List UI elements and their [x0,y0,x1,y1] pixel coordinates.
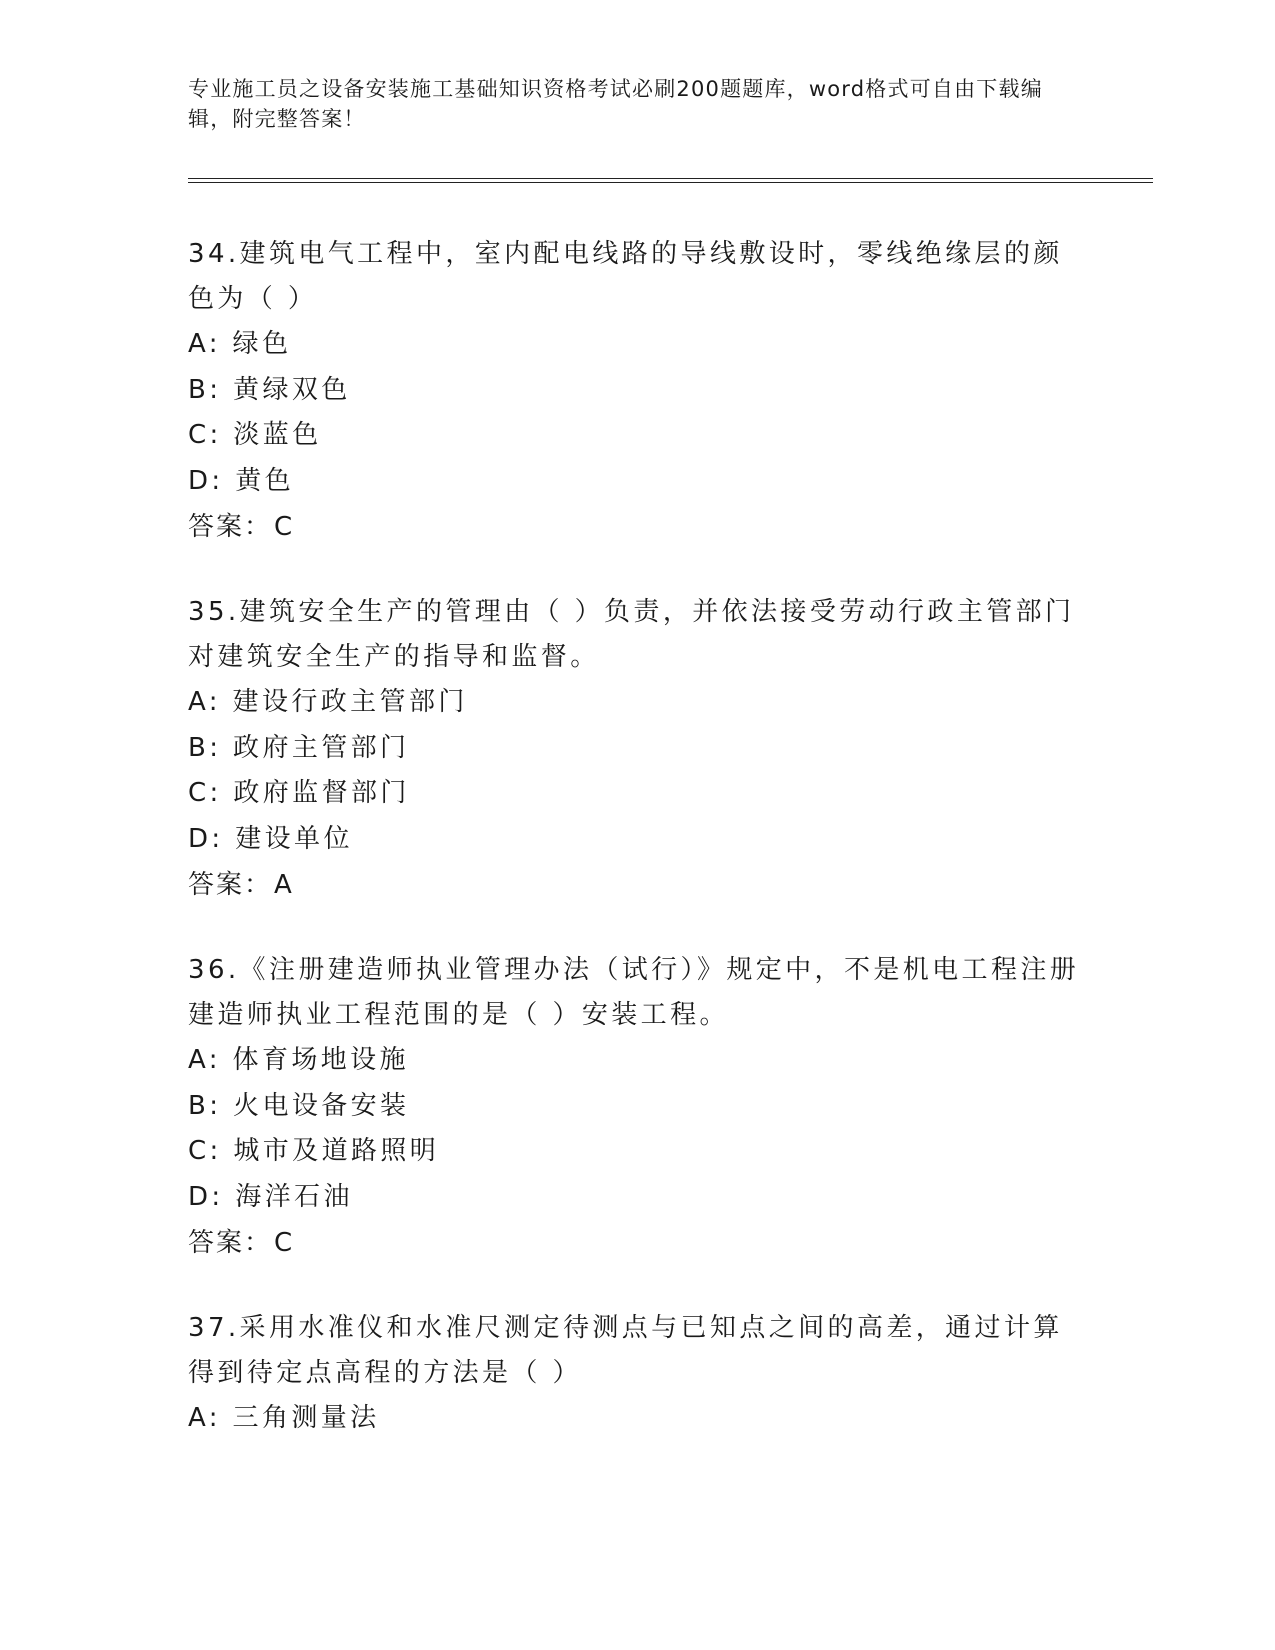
option-a: A: 体育场地设施 [188,1045,409,1075]
question-stem: 37.采用水准仪和水准尺测定待测点与已知点之间的高差，通过计算得到待定点高程的方法是（ ） [188,1313,1063,1388]
option-a: A: 建设行政主管部门 [188,687,468,717]
answer-label: 答案： [188,512,273,542]
answer-line [188,504,1088,550]
header-divider [188,178,1153,183]
question-37 [188,1306,1088,1442]
answer-value: C [274,1228,295,1258]
answer-label: 答案： [188,1228,273,1258]
document-header: 专业施工员之设备安装施工基础知识资格考试必刷200题题库，word格式可自由下载编辑，附完整答案！ [188,77,1043,131]
question-34 [188,232,1088,550]
option-b: B: 火电设备安装 [188,1090,410,1121]
question-36 [188,948,1088,1266]
option-b: B: 黄绿双色 [188,374,351,405]
question-stem: 36.《注册建造师执业管理办法（试行）》规定中，不是机电工程注册建造师执业工程范围的是（ ）安装工程。 [188,955,1080,1030]
question-35 [188,590,1088,908]
answer-line [188,1220,1088,1266]
option-d: D: 建设单位 [188,823,353,854]
option-a: A: 三角测量法 [188,1403,380,1433]
option-a: A: 绿色 [188,329,292,359]
question-stem: 35.建筑安全生产的管理由（ ）负责，并依法接受劳动行政主管部门对建筑安全生产的指导和监督。 [188,597,1075,672]
option-d: D: 海洋石油 [188,1181,353,1212]
option-d: D: 黄色 [188,465,295,496]
answer-line [188,862,1088,908]
option-b: B: 政府主管部门 [188,732,410,763]
answer-value: A [274,870,294,900]
question-list [188,232,1088,1482]
answer-value: C [274,512,295,542]
question-stem: 34.建筑电气工程中，室内配电线路的导线敷设时，零线绝缘层的颜色为（ ） [188,239,1063,314]
option-c: C: 淡蓝色 [188,420,322,450]
option-c: C: 城市及道路照明 [188,1136,440,1166]
option-c: C: 政府监督部门 [188,778,410,808]
answer-label: 答案： [188,870,273,900]
